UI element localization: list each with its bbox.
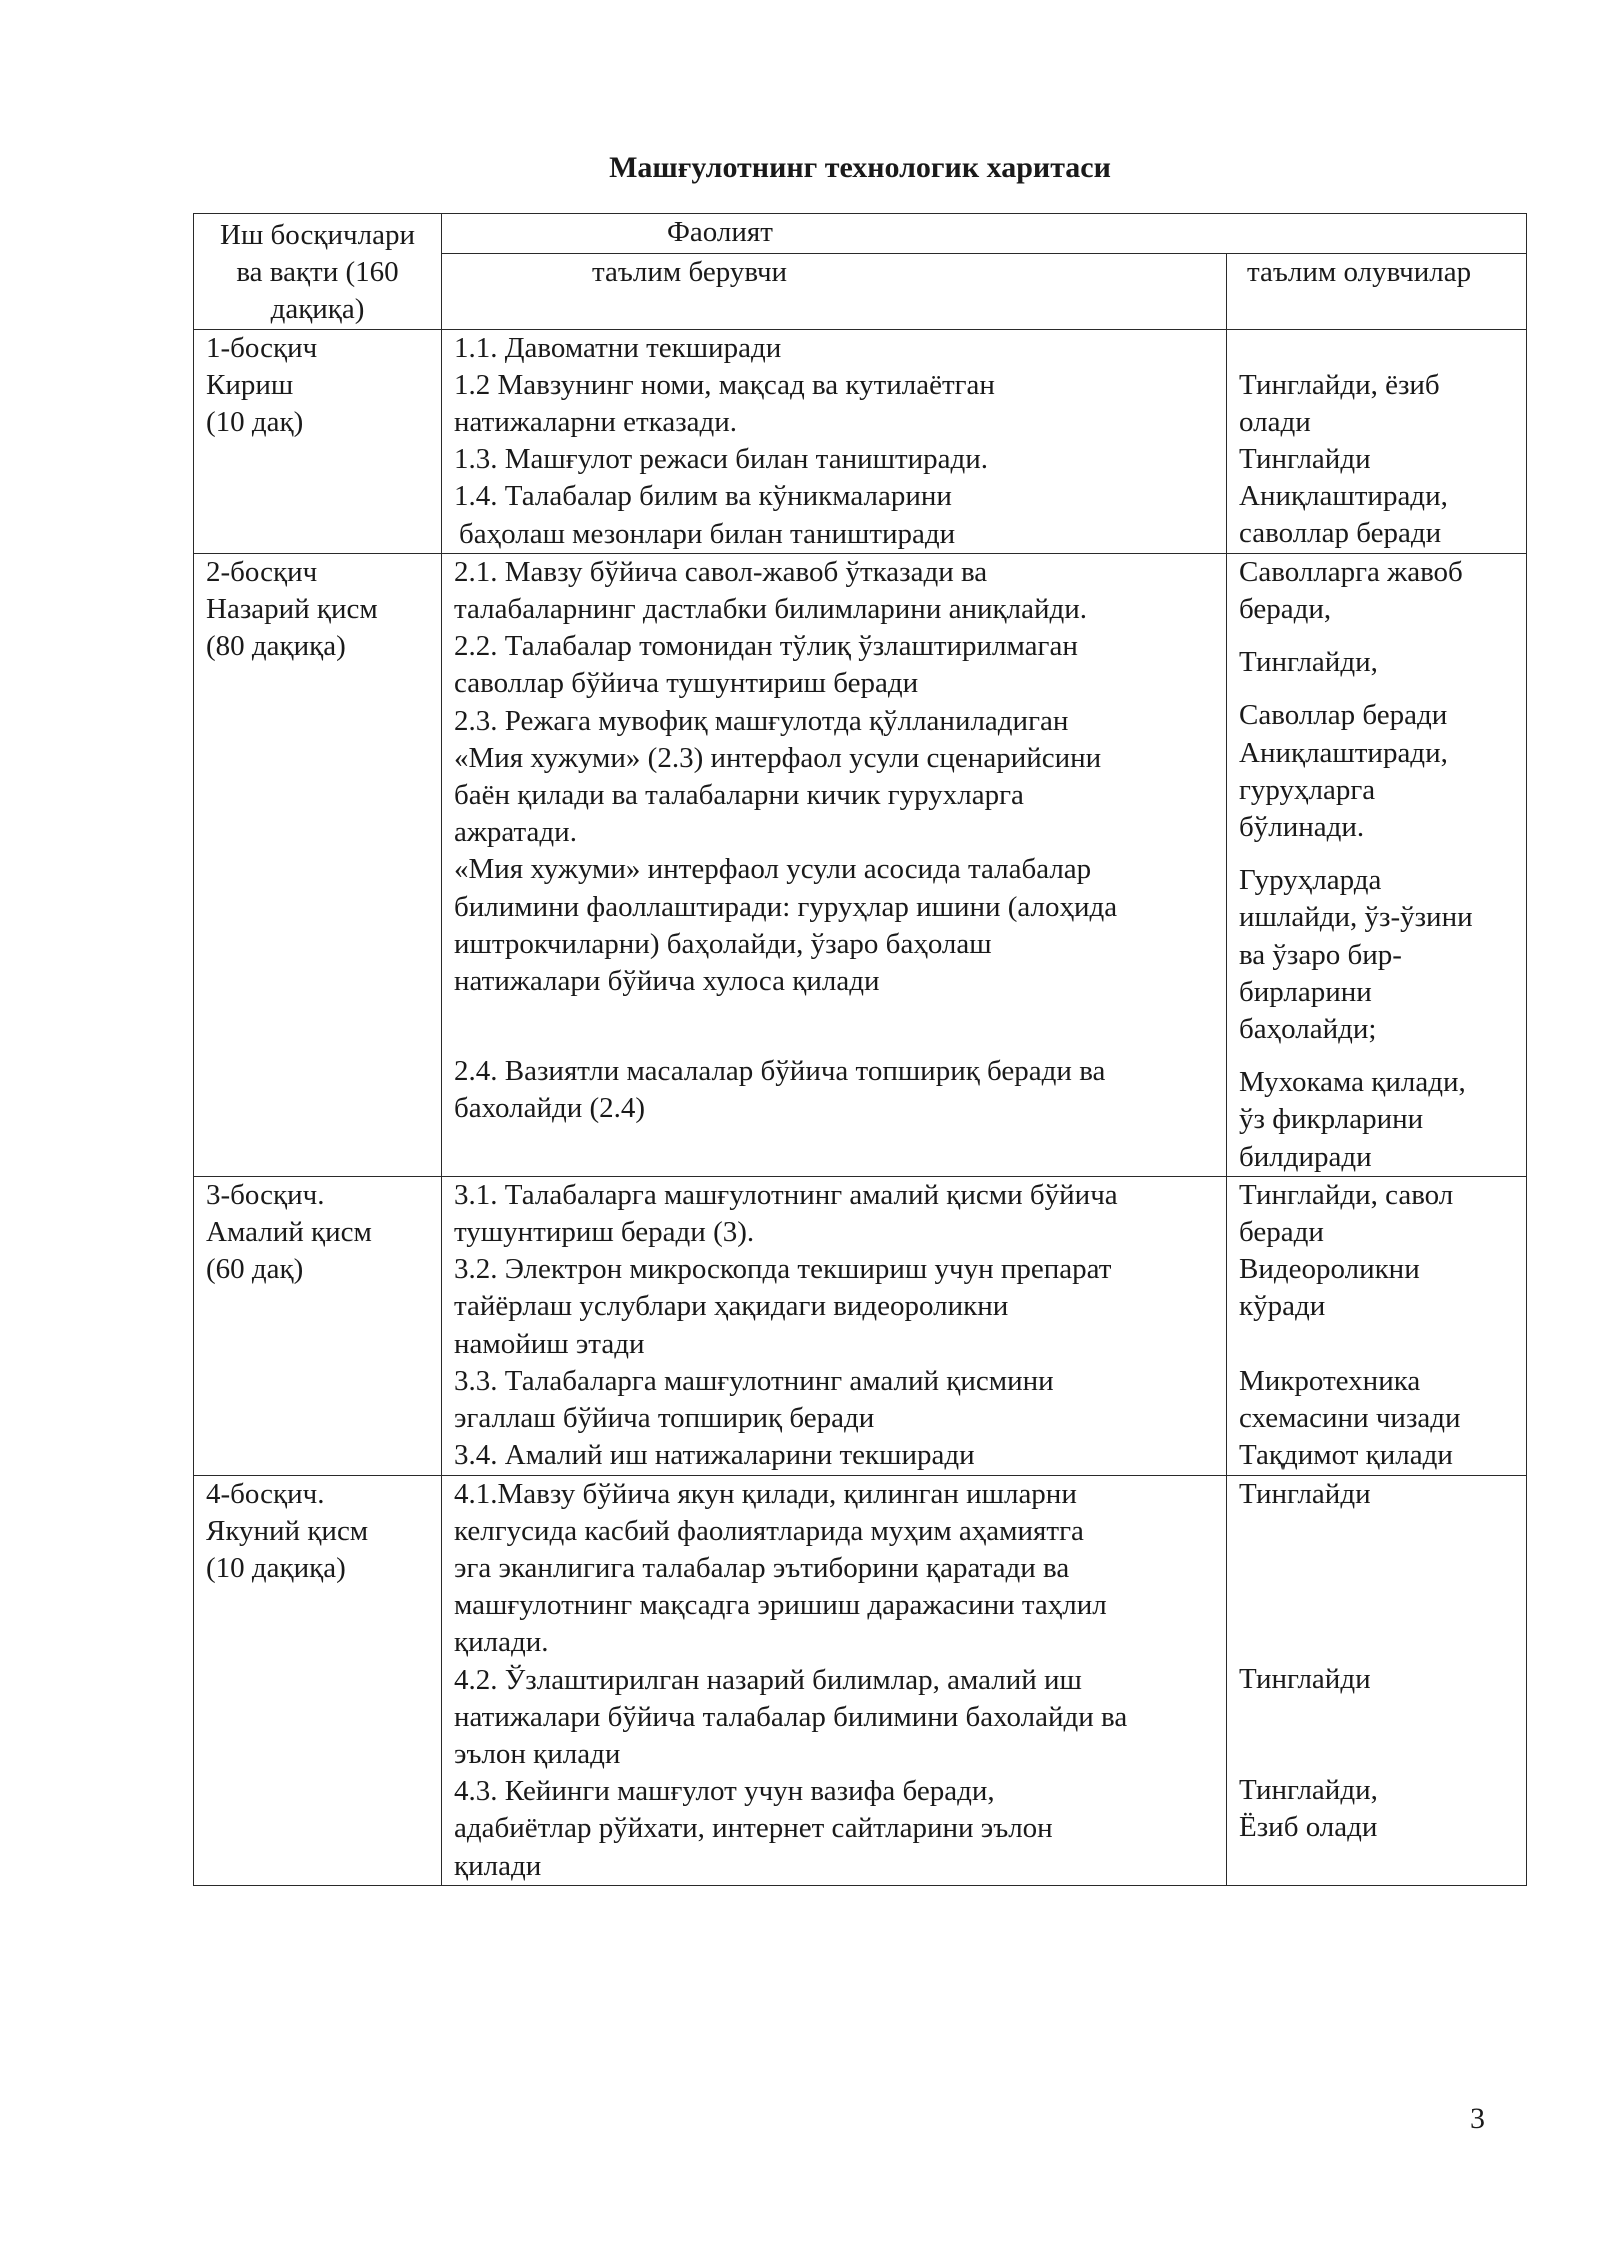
teacher-line: 2.1. Мавзу бўйича савол-жавоб ўтказади ва (454, 555, 988, 588)
teacher-line: эга эканлигига талабалар эътиборини қаратади ва (454, 1551, 1070, 1584)
teacher-line: қилади. (454, 1626, 549, 1659)
student-cell (1227, 1176, 1527, 1475)
page-number: 3 (1470, 2102, 1485, 2135)
stage-cell (194, 553, 442, 1176)
teacher-line: 4.3. Кейинги машғулот учун вазифа беради, (454, 1775, 995, 1808)
teacher-line: адабиётлар рўйхати, интернет сайтларини эълон (454, 1812, 1053, 1845)
teacher-line: билимини фаоллаштиради: гуруҳлар ишини (алоҳида (454, 890, 1118, 923)
header-student-cell: таълим олувчилар (1227, 254, 1527, 329)
student-line: Аниқлаштиради, (1239, 736, 1448, 769)
stage-line: (10 дақ) (206, 406, 304, 439)
header-teacher-cell: таълим берувчи (442, 254, 1227, 329)
technology-map-table (193, 213, 1527, 1886)
stage-line: (10 дақиқа) (206, 1551, 346, 1584)
stage-line: Назарий қисм (206, 593, 378, 626)
student-line: Гуруҳларда (1239, 864, 1382, 897)
student-line: Саволлар беради (1239, 699, 1448, 732)
teacher-line: эълон қилади (454, 1737, 621, 1770)
teacher-line: талабаларнинг дастлабки билимларини аниқлайди. (454, 593, 1087, 626)
teacher-line: 3.2. Электрон микроскопда текшириш учун препарат (454, 1253, 1112, 1286)
student-line: Тинглайди, ёзиб (1239, 368, 1440, 401)
stage-line: 1-босқич (206, 331, 318, 364)
student-line: Тинглайди, савол (1239, 1178, 1454, 1211)
teacher-line: натижалари бўйича хулоса қилади (454, 965, 880, 998)
teacher-line: 1.4. Талабалар билим ва кўникмаларини (454, 480, 952, 513)
student-cell (1227, 553, 1527, 1176)
stage-line: (60 дақ) (206, 1253, 304, 1286)
teacher-line: натижалари бўйича талабалар билимини бахолайди ва (454, 1700, 1128, 1733)
student-line: Микротехника (1239, 1364, 1421, 1397)
teacher-cell (442, 329, 1227, 553)
teacher-line: бахолайди (2.4) (454, 1092, 646, 1125)
teacher-line: натижаларни етказади. (454, 406, 738, 439)
teacher-line: 4.2. Ўзлаштирилган назарий билимлар, амалий иш (454, 1663, 1082, 1696)
stage-line: Амалий қисм (206, 1216, 372, 1249)
teacher-line: тайёрлаш услублари ҳақидаги видеороликни (454, 1290, 1009, 1323)
student-line: ишлайди, ўз-ўзини (1239, 901, 1473, 934)
teacher-cell (442, 1176, 1227, 1475)
student-line: Саволларга жавоб (1239, 555, 1463, 588)
header-stage-line: дақиқа) (270, 293, 365, 326)
teacher-line: намойиш этади (454, 1327, 645, 1360)
student-line: беради (1239, 1216, 1324, 1249)
student-line: Тинглайди (1239, 1662, 1371, 1695)
student-line: бирларини (1239, 975, 1372, 1008)
student-line: Мухокама қилади, (1239, 1066, 1466, 1099)
student-line: Тинглайди (1239, 1477, 1371, 1510)
teacher-line: қилади (454, 1849, 542, 1882)
teacher-line: 1.2 Мавзунинг номи, мақсад ва кутилаётган (454, 368, 995, 401)
student-line: Аниқлаштиради, (1239, 480, 1448, 513)
student-line: беради, (1239, 593, 1332, 626)
stage-line: 4-босқич. (206, 1477, 325, 1510)
header-activity-cell: Фаолият (442, 214, 1527, 254)
teacher-line: келгусида касбий фаолиятларида муҳим аҳамиятга (454, 1514, 1084, 1547)
student-line: Тақдимот қилади (1239, 1439, 1453, 1472)
teacher-line: иштрокчиларни) баҳолайди, ўзаро баҳолаш (454, 927, 992, 960)
header-row (194, 214, 1527, 254)
teacher-line: 1.3. Машғулот режаси билан таништиради. (454, 443, 989, 476)
teacher-line: 2.2. Талабалар томонидан тўлиқ ўзлаштирилмаган (454, 630, 1078, 663)
teacher-line: 2.4. Вазиятли масалалар бўйича топшириқ беради ва (454, 1055, 1106, 1088)
stage-row-3 (194, 1176, 1527, 1475)
stage-cell (194, 1475, 442, 1885)
teacher-line: «Мия хужуми» (2.3) интерфаол усули сценарийсини (454, 741, 1102, 774)
teacher-line: эгаллаш бўйича топшириқ беради (454, 1402, 875, 1435)
student-line: схемасини чизади (1239, 1401, 1461, 1434)
student-line: билдиради (1239, 1140, 1372, 1173)
teacher-line: ажратади. (454, 816, 577, 849)
teacher-cell (442, 1475, 1227, 1885)
teacher-line: 1.1. Давоматни текширади (454, 331, 782, 364)
header-stage-line: Иш босқичлари (220, 219, 415, 251)
student-cell (1227, 329, 1527, 553)
student-cell (1227, 1475, 1527, 1885)
stage-line: (80 дақиқа) (206, 630, 346, 663)
teacher-cell (442, 553, 1227, 1176)
teacher-line: 3.4. Амалий иш натижаларини текширади (454, 1439, 975, 1472)
stage-row-4 (194, 1475, 1527, 1885)
teacher-line: 3.3. Талабаларга машғулотнинг амалий қисмини (454, 1364, 1054, 1397)
stage-cell (194, 1176, 442, 1475)
teacher-line: саволлар бўйича тушунтириш беради (454, 667, 919, 700)
student-line: саволлар беради (1239, 517, 1442, 550)
teacher-line: «Мия хужуми» интерфаол усули асосида талабалар (454, 853, 1092, 886)
teacher-line: 3.1. Талабаларга машғулотнинг амалий қисми бўйича (454, 1178, 1118, 1211)
stage-line: 3-босқич. (206, 1178, 325, 1211)
stage-line: 2-босқич (206, 555, 318, 588)
page-title: Машғулотнинг технологик харитаси (609, 151, 1111, 184)
stage-row-1 (194, 329, 1527, 553)
teacher-line: баён қилади ва талабаларни кичик гурухларга (454, 779, 1024, 812)
student-line: Тинглайди, (1239, 1773, 1378, 1806)
teacher-line: тушунтириш беради (3). (454, 1216, 755, 1249)
teacher-line: баҳолаш мезонлари билан таништиради (459, 517, 956, 550)
student-line: бўлинади. (1239, 811, 1365, 844)
student-line: баҳолайди; (1239, 1013, 1377, 1046)
student-line: Ёзиб олади (1239, 1811, 1378, 1844)
stage-cell (194, 329, 442, 553)
student-line: ва ўзаро бир- (1239, 938, 1402, 971)
teacher-line: машғулотнинг мақсадга эришиш даражасини таҳлил (454, 1589, 1107, 1622)
student-line: Тинглайди, (1239, 646, 1378, 679)
header-stage-line: ва вақти (160 (236, 256, 399, 289)
student-line: кўради (1239, 1290, 1326, 1323)
teacher-line: 4.1.Мавзу бўйича якун қилади, қилинган ишларни (454, 1477, 1077, 1510)
student-line: ўз фикрларини (1239, 1103, 1424, 1136)
student-line: Видеороликни (1239, 1253, 1420, 1286)
student-line: гуруҳларга (1239, 773, 1376, 806)
student-line: олади (1239, 405, 1311, 438)
teacher-line: 2.3. Режага мувофиқ машғулотда қўлланиладиган (454, 704, 1069, 737)
stage-line: Якуний қисм (206, 1514, 369, 1547)
header-stage-cell (194, 214, 442, 330)
stage-row-2 (194, 553, 1527, 1176)
student-line: Тинглайди (1239, 443, 1371, 476)
stage-line: Кириш (206, 368, 294, 401)
